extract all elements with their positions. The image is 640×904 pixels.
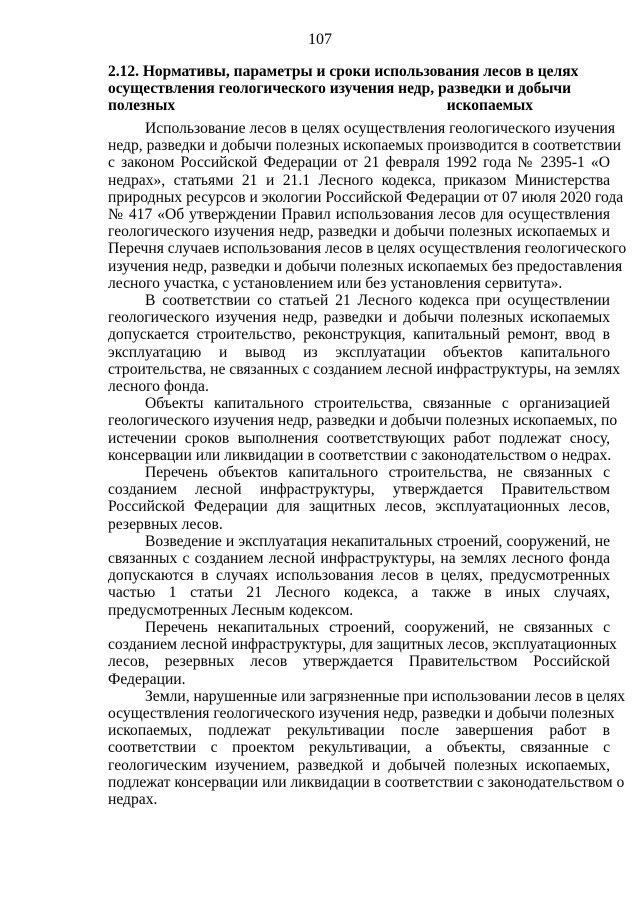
page-number: 107: [308, 31, 332, 48]
paragraph-line: допускается строительство, реконструкция, капитальный ремонт, ввод в: [108, 326, 610, 344]
paragraph-line: подлежат консервации или ликвидации в соответствии с законодательством о: [108, 773, 625, 791]
paragraph-line: Российской Федерации для защитных лесов, эксплуатационных лесов,: [108, 498, 610, 516]
paragraph-line: природных ресурсов и экологии Российской Федерации от 07 июля 2020 года: [108, 188, 624, 206]
paragraph-line: связанных с созданием лесной инфраструктуры, на землях лесного фонда: [108, 550, 610, 568]
paragraph-line: Объекты капитального строительства, связанные с организацией: [145, 395, 610, 413]
paragraph-line: ископаемых, подлежат рекультивации после завершения работ в: [108, 722, 610, 740]
paragraph-line: геологическим изучением, разведкой и добычей полезных ископаемых,: [108, 756, 610, 774]
paragraph-line: геологического изучения недр, разведки и добычи полезных ископаемых и: [108, 223, 610, 241]
paragraph-line: В соответствии со статьей 21 Лесного кодекса при осуществлении: [145, 292, 610, 310]
paragraph-line: недрах.: [108, 790, 158, 808]
paragraph: [108, 120, 627, 292]
section-heading: [108, 63, 579, 114]
paragraph-line: резервных лесов.: [108, 515, 223, 533]
paragraph: [108, 533, 610, 619]
paragraph: [108, 464, 610, 533]
paragraph-line: Перечень некапитальных строений, сооружений, не связанных с: [145, 618, 610, 636]
paragraph: [108, 292, 621, 396]
paragraph-line: предусмотренных Лесным кодексом.: [108, 601, 354, 619]
paragraph-line: созданием лесной инфраструктуры, утверждается Правительством: [108, 481, 610, 499]
paragraph-line: допускаются в случаях использования лесов в целях, предусмотренных: [108, 567, 610, 585]
paragraph-line: Перечень объектов капитального строительства, не связанных с: [145, 464, 610, 482]
paragraph-line: с законом Российской Федерации от 21 февраля 1992 года № 2395-1 «О: [108, 154, 610, 172]
paragraph-line: истечении сроков выполнения соответствующих работ подлежат сносу,: [108, 429, 610, 447]
paragraph-line: консервации или ликвидации в соответствии с законодательством о недрах.: [108, 446, 612, 464]
paragraph-line: лесного фонда.: [108, 378, 209, 396]
paragraph-line: изучения недр, разведки и добычи полезных ископаемых без предоставления: [108, 257, 623, 275]
paragraph-line: соответствии с проектом рекультивации, а объекты, связанные с: [108, 739, 610, 757]
heading-line: осуществления геологического изучения недр, разведки и добычи: [108, 80, 572, 97]
paragraph: [108, 618, 617, 688]
paragraph-line: недрах», статьями 21 и 21.1 Лесного кодекса, приказом Министерства: [108, 171, 610, 189]
paragraph-line: частью 1 статьи 21 Лесного кодекса, а также в иных случаях,: [108, 584, 610, 602]
paragraph-line: осуществления геологического изучения недр, разведки и добычи полезных: [108, 704, 615, 722]
paragraph-line: Возведение и эксплуатация некапитальных строений, сооружений, не: [145, 532, 610, 550]
paragraph-line: лесного участка, с установлением или без установления сервитута».: [108, 274, 563, 292]
paragraph-line: № 417 «Об утверждении Правил использования лесов для осуществления: [108, 206, 610, 224]
paragraph-line: созданием лесной инфраструктуры, для защитных лесов, эксплуатационных: [108, 636, 617, 654]
paragraph-line: лесов, резервных лесов утверждается Правительством Российской: [108, 653, 610, 671]
paragraph-line: Земли, нарушенные или загрязненные при использовании лесов в целях: [145, 687, 626, 705]
paragraph-line: Использование лесов в целях осуществления геологического изучения: [145, 120, 616, 137]
paragraph-line: строительства, не связанных с созданием лесной инфраструктуры, на землях: [108, 360, 621, 378]
document-body: [108, 120, 627, 808]
paragraph-line: Федерации.: [108, 670, 186, 688]
paragraph: [108, 395, 618, 464]
heading-line: 2.12. Нормативы, параметры и сроки использования лесов в целях: [108, 63, 579, 80]
paragraph-line: геологического изучения недр, разведки и добычи полезных ископаемых: [108, 309, 610, 327]
paragraph: [108, 687, 626, 808]
paragraph-line: эксплуатацию и вывод из эксплуатации объектов капитального: [108, 343, 610, 361]
paragraph-line: Перечня случаев использования лесов в целях осуществления геологического: [108, 240, 627, 258]
paragraph-line: недр, разведки и добычи полезных ископаемых производится в соответствии: [108, 137, 621, 155]
heading-line: полезных ископаемых: [108, 97, 533, 114]
paragraph-line: геологического изучения недр, разведки и добычи полезных ископаемых, по: [108, 412, 618, 430]
